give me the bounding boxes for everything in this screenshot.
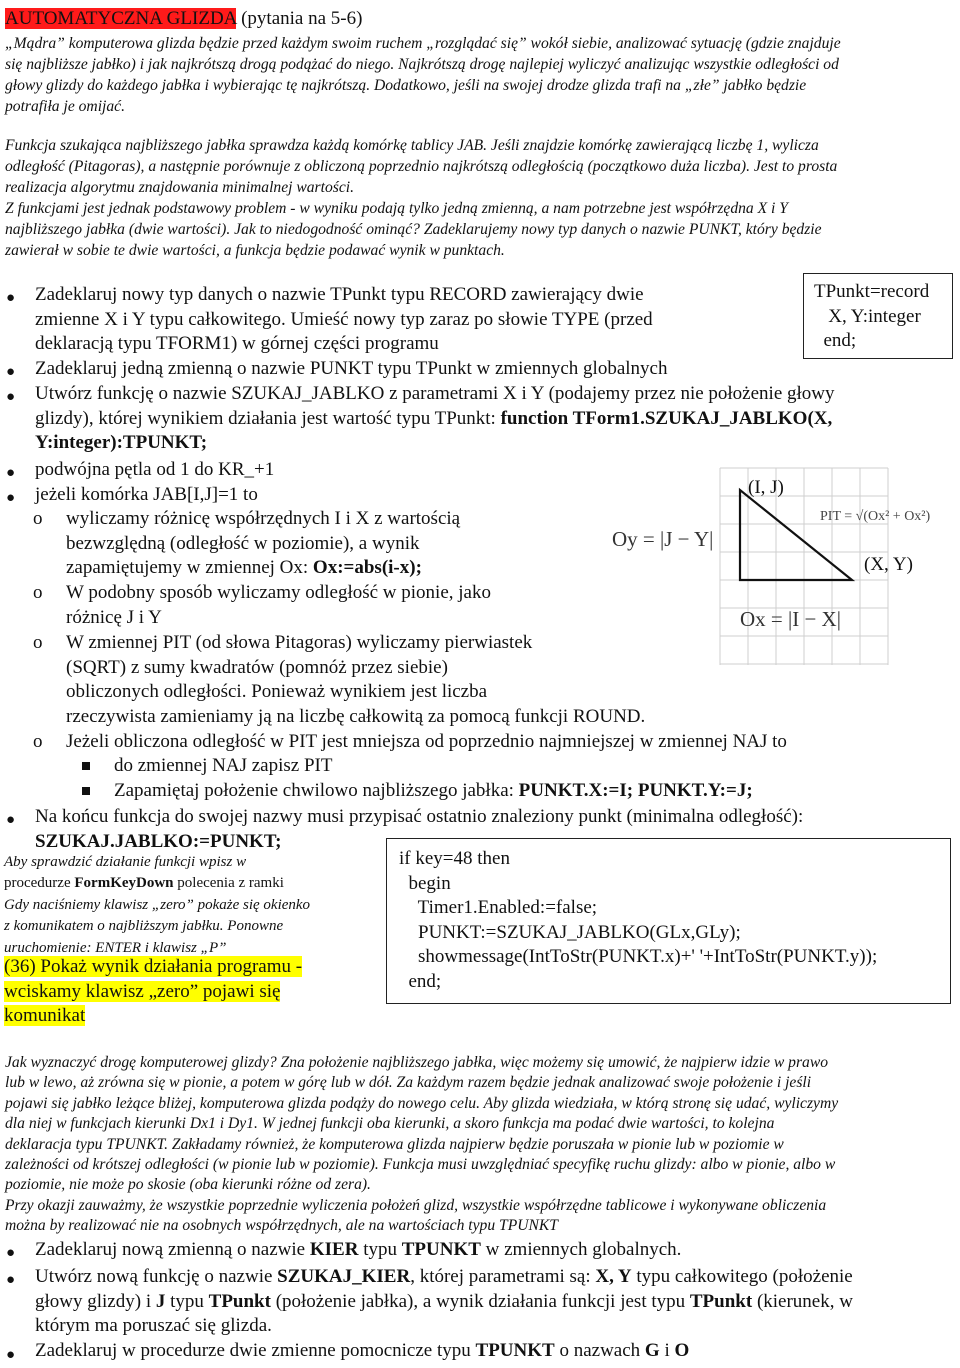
intro-line: „Mądra” komputerowa glizda będzie przed każdym swoim ruchem „rozglądać się” wokół siebie, analizować sytuację (gdzie znajduje (5, 35, 841, 52)
highlight-line: (36) Pokaż wynik działania programu - (4, 956, 303, 977)
code-line: showmessage(IntToStr(PUNKT.x)+' '+IntToStr(PUNKT.y)); (399, 946, 878, 968)
distance-triangle (740, 490, 852, 580)
bullet-icon: ● (6, 389, 16, 405)
note-line: Aby sprawdzić działanie funkcji wpisz w (4, 854, 247, 870)
item-line: rzeczywista zamieniamy ją na liczbę całkowitą za pomocą funkcji ROUND. (66, 705, 646, 727)
record-declaration-box (803, 273, 953, 359)
para-line: realizacja algorytmu znajdowania minimalnej wartości. (5, 179, 354, 196)
bullet-icon: ● (6, 364, 16, 380)
diagram-label-ij: (I, J) (748, 477, 784, 498)
type-name: TPunkt (689, 1290, 753, 1312)
para-line: Przy okazji zauważmy, że wszystkie poprzednie wyliczenia położeń glizd, wszystkie współrzędne tablicowe i wykonywane obliczenia (5, 1196, 827, 1214)
record-line: TPunkt=record (814, 281, 930, 302)
punkt-code: PUNKT.X:=I; PUNKT.Y:=J; (518, 780, 753, 801)
sub-item-ox (66, 507, 626, 581)
sub-bullet-o: o (33, 508, 43, 529)
test-instructions (4, 852, 384, 959)
item-text: Zadeklaruj w procedurze dwie zmienne pomocnicze typu (35, 1340, 476, 1361)
task-36-highlight (4, 955, 384, 1029)
item-line: zmienne X i Y typu całkowitego. Umieść nowy typ zaraz po słowie TYPE (przed (35, 308, 653, 330)
var-name: O (674, 1340, 690, 1361)
function-signature-cont: Y:integer):TPUNKT; (35, 432, 208, 454)
item-line (35, 1290, 955, 1315)
list-item-if: jeżeli komórka JAB[I,J]=1 to (35, 484, 258, 505)
para-line: najbliższego jabłka (dwie wartości). Jak to niedogodność ominąć? Zadeklarujemy nowy typ danych o nazwie PUNKT, który będzie (5, 221, 822, 238)
para-line: Funkcja szukająca najbliższego jabłka sprawdza każdą komórkę tablicy JAB. Jeśli znajdzie komórkę zawierającą liczbę 1, wylicza (5, 137, 819, 154)
para-line: zawierał w sobie te dwie wartości, a funkcja będzie podawać wynik w punktach. (5, 242, 505, 259)
item-text: (kierunek, w (752, 1290, 853, 1312)
return-code: SZUKAJ.JABLKO:=PUNKT; (35, 830, 282, 852)
item-line: Na końcu funkcja do swojej nazwy musi przypisać ostatnio znaleziony punkt (minimalna odległość): (35, 806, 804, 827)
list-item-szukaj-kier (35, 1265, 955, 1339)
item-line (35, 407, 955, 432)
type-name: TPunkt (208, 1290, 271, 1312)
sub-bullet-o: o (33, 582, 43, 603)
bullet-icon: ● (6, 1272, 16, 1288)
note-text: polecenia z ramki (173, 875, 284, 892)
item-text: Utwórz nową funkcję o nazwie (35, 1266, 278, 1287)
list-item-record (35, 283, 795, 357)
item-line: W zmiennej PIT (od słowa Pitagoras) wyliczamy pierwiastek (66, 632, 533, 653)
list-item-function (35, 382, 955, 456)
item-text: Zapamiętaj położenie chwilowo najbliższego jabłka: (114, 780, 519, 801)
highlight-line: wciskamy klawisz „zero” pojawi się (4, 980, 281, 1002)
item-line: (SQRT) z sumy kwadratów (pomnóż przez siebie) (66, 656, 448, 678)
page-title (5, 7, 362, 31)
item-text: typu (165, 1290, 209, 1312)
list-item-punkt: Zadeklaruj jedną zmienną o nazwie PUNKT typu TPunkt w zmiennych globalnych (35, 358, 668, 379)
formula-pit: PIT = √(Ox² + Ox²) (820, 509, 931, 524)
para-line: zależności od krótszej odległości (w pionie lub w poziomie). Funkcja musi uwzględniać specyfikę ruchu glizdy: albo w pionie, albo w (5, 1156, 836, 1174)
bullet-icon: ● (6, 1245, 16, 1261)
pythagoras-diagram (600, 460, 960, 690)
sub-item-oy (66, 581, 626, 630)
para-line: dla niej w funkcjach kierunki Dx1 i Dy1. W jednej funkcji oba kierunki, a skoro funkcja ma podać dwie wartości, to kolejna (5, 1115, 775, 1133)
sub-bullet-o: o (33, 632, 43, 653)
para-line: lub w lewo, aż zrówna się w pionie, a potem w górę lub w dół. Za każdym razem będzie jednak analizować swoje położenie i jeśli (5, 1074, 812, 1092)
item-text: typu (358, 1239, 402, 1260)
code-line: begin (399, 872, 451, 894)
para-line: pojawi się jabłko leżące bliżej, komputerowa glizda podąży do nowego celu. Aby glizda wiedziała, w którą stronę się udać, wyliczymy (5, 1094, 839, 1112)
direction-description (5, 1053, 957, 1237)
code-line: end; (399, 970, 442, 992)
list-item-kier (35, 1238, 955, 1263)
item-text: zapamiętujemy w zmiennej Ox: (66, 557, 313, 579)
sub-bullet-o: o (33, 731, 43, 752)
code-snippet-box (386, 838, 951, 1004)
item-line: W podobny sposób wyliczamy odległość w pionie, jako (66, 582, 491, 603)
note-line: Gdy naciśniemy klawisz „zero” pokaże się okienko (4, 896, 311, 913)
intro-line: potrafiła je omijać. (5, 98, 125, 115)
note-text: procedurze (4, 875, 75, 892)
note-line: uruchomienie: ENTER i klawisz „P” (4, 939, 227, 956)
item-line: Utwórz funkcję o nazwie SZUKAJ_JABLKO z parametrami X i Y (podajemy przez nie położenie głowy (35, 383, 835, 404)
diagram-grid (720, 468, 888, 665)
note-line: z komunikatem o najbliższym jabłku. Ponowne (4, 918, 284, 935)
intro-line: głowy glizdy do każdego jabłka i wybierając tę najkrótszą. Dodatkowo, jeśli na swojej drodze glizda trafi na „złe” jabłko będzie (5, 77, 807, 94)
item-line (35, 1265, 955, 1290)
item-line: którym ma poruszać się glizda. (35, 1315, 272, 1337)
procedure-name: FormKeyDown (74, 875, 174, 892)
title-highlight: AUTOMATYCZNA GLIZDA (5, 8, 237, 29)
list-item-loop: podwójna pętla od 1 do KR_+1 (35, 459, 275, 480)
item-text: i (659, 1340, 675, 1361)
diagram-label-xy: (X, Y) (864, 554, 913, 575)
item-text: glizdy), której wynikiem działania jest wartość typu TPunkt: (35, 407, 501, 429)
bullet-icon: ● (6, 490, 16, 506)
function-description (5, 135, 955, 261)
ox-code: Ox:=abs(i-x); (312, 557, 422, 579)
item-text: typu całkowitego (położenie (631, 1266, 853, 1287)
bullet-icon: ● (6, 465, 16, 481)
item-line: obliczonych odległości. Ponieważ wynikiem jest liczba (66, 681, 488, 703)
bullet-icon: ● (6, 290, 16, 306)
item-text: , której parametrami są: (410, 1266, 596, 1287)
note-line (4, 873, 384, 894)
title-subtitle: (pytania na 5-6) (236, 8, 363, 29)
function-signature: function TForm1.SZUKAJ_JABLKO(X, (500, 407, 833, 429)
record-line: X, Y:integer (814, 305, 921, 327)
item-text: Zadeklaruj nową zmienną o nazwie (35, 1239, 310, 1260)
item-line: wyliczamy różnicę współrzędnych I i X z wartością (66, 508, 461, 529)
item-line: deklaracją typu TFORM1) w górnej części programu (35, 333, 439, 355)
item-text: (położenie jabłka), a wynik działania funkcji jest typu (270, 1290, 690, 1312)
code-line: Timer1.Enabled:=false; (399, 897, 598, 919)
formula-ox: Ox = |I − X| (740, 607, 841, 631)
code-line: PUNKT:=SZUKAJ_JABLKO(GLx,GLy); (399, 921, 741, 943)
var-name: G (644, 1340, 660, 1361)
intro-paragraph (5, 33, 955, 117)
para-line: poziomie, nie może po skosie (oba kierunki różne od zera). (5, 1176, 371, 1194)
square-bullet-icon (82, 762, 90, 770)
param-name: J (155, 1290, 166, 1312)
item-text: głowy glizdy) i (35, 1290, 156, 1312)
sub-item-naj: Jeżeli obliczona odległość w PIT jest mniejsza od poprzednio najmniejszej w zmiennej NAJ to (66, 731, 787, 752)
param-names: X, Y (595, 1266, 632, 1287)
para-line: deklaracja typu TPUNKT. Zakładamy również, że komputerowa glizda najpierw będzie poruszała w pionie lub w poziomie w (5, 1135, 784, 1153)
item-line (66, 556, 626, 581)
function-name: SZUKAJ_KIER (277, 1266, 411, 1287)
sub-sub-item-remember (114, 779, 753, 804)
code-line: if key=48 then (399, 848, 510, 869)
bullet-icon: ● (6, 812, 16, 828)
record-line: end; (814, 330, 857, 352)
type-name: TPUNKT (475, 1340, 555, 1361)
intro-line: się najbliższe jabłko) i jak najkrótszą drogą podążać do niego. Najkrótszą drogę najlepiej wyliczyć analizując wszystkie odległości od (5, 56, 839, 73)
para-line: Jak wyznaczyć drogę komputerowej glizdy? Zna położenie najbliższego jabłka, więc możemy się umowić, że najpierw idzie w prawo (5, 1054, 829, 1071)
type-name: TPUNKT (401, 1239, 481, 1260)
item-line: bezwzględną (odległość w poziomie), a wynik (66, 532, 420, 554)
item-text: w zmiennych globalnych. (480, 1239, 682, 1260)
sub-sub-item-save: do zmiennej NAJ zapisz PIT (114, 755, 333, 776)
para-line: Z funkcjami jest jednak podstawowy problem - w wyniku podają tylko jedną zmienną, a nam potrzebne jest współrzędna X i Y (5, 200, 788, 217)
para-line: można by realizować nie na osobnych współrzędnych, ale na wartościach typu TPUNKT (5, 1217, 558, 1235)
square-bullet-icon (82, 787, 90, 795)
kier-name: KIER (309, 1239, 359, 1260)
item-text: o nazwach (554, 1340, 645, 1361)
list-item-helpers (35, 1339, 955, 1364)
formula-oy: Oy = |J − Y| (612, 527, 714, 551)
item-line: różnicę J i Y (66, 606, 162, 628)
highlight-line: komunikat (4, 1005, 86, 1027)
item-line: Zadeklaruj nowy typ danych o nazwie TPunkt typu RECORD zawierający dwie (35, 284, 644, 305)
bullet-icon: ● (6, 1347, 16, 1363)
para-line: odległość (Pitagoras), a następnie porównuje z obliczoną poprzednio najkrótszą odległością (początkowo duża liczba). Jest to prosta (5, 158, 838, 175)
